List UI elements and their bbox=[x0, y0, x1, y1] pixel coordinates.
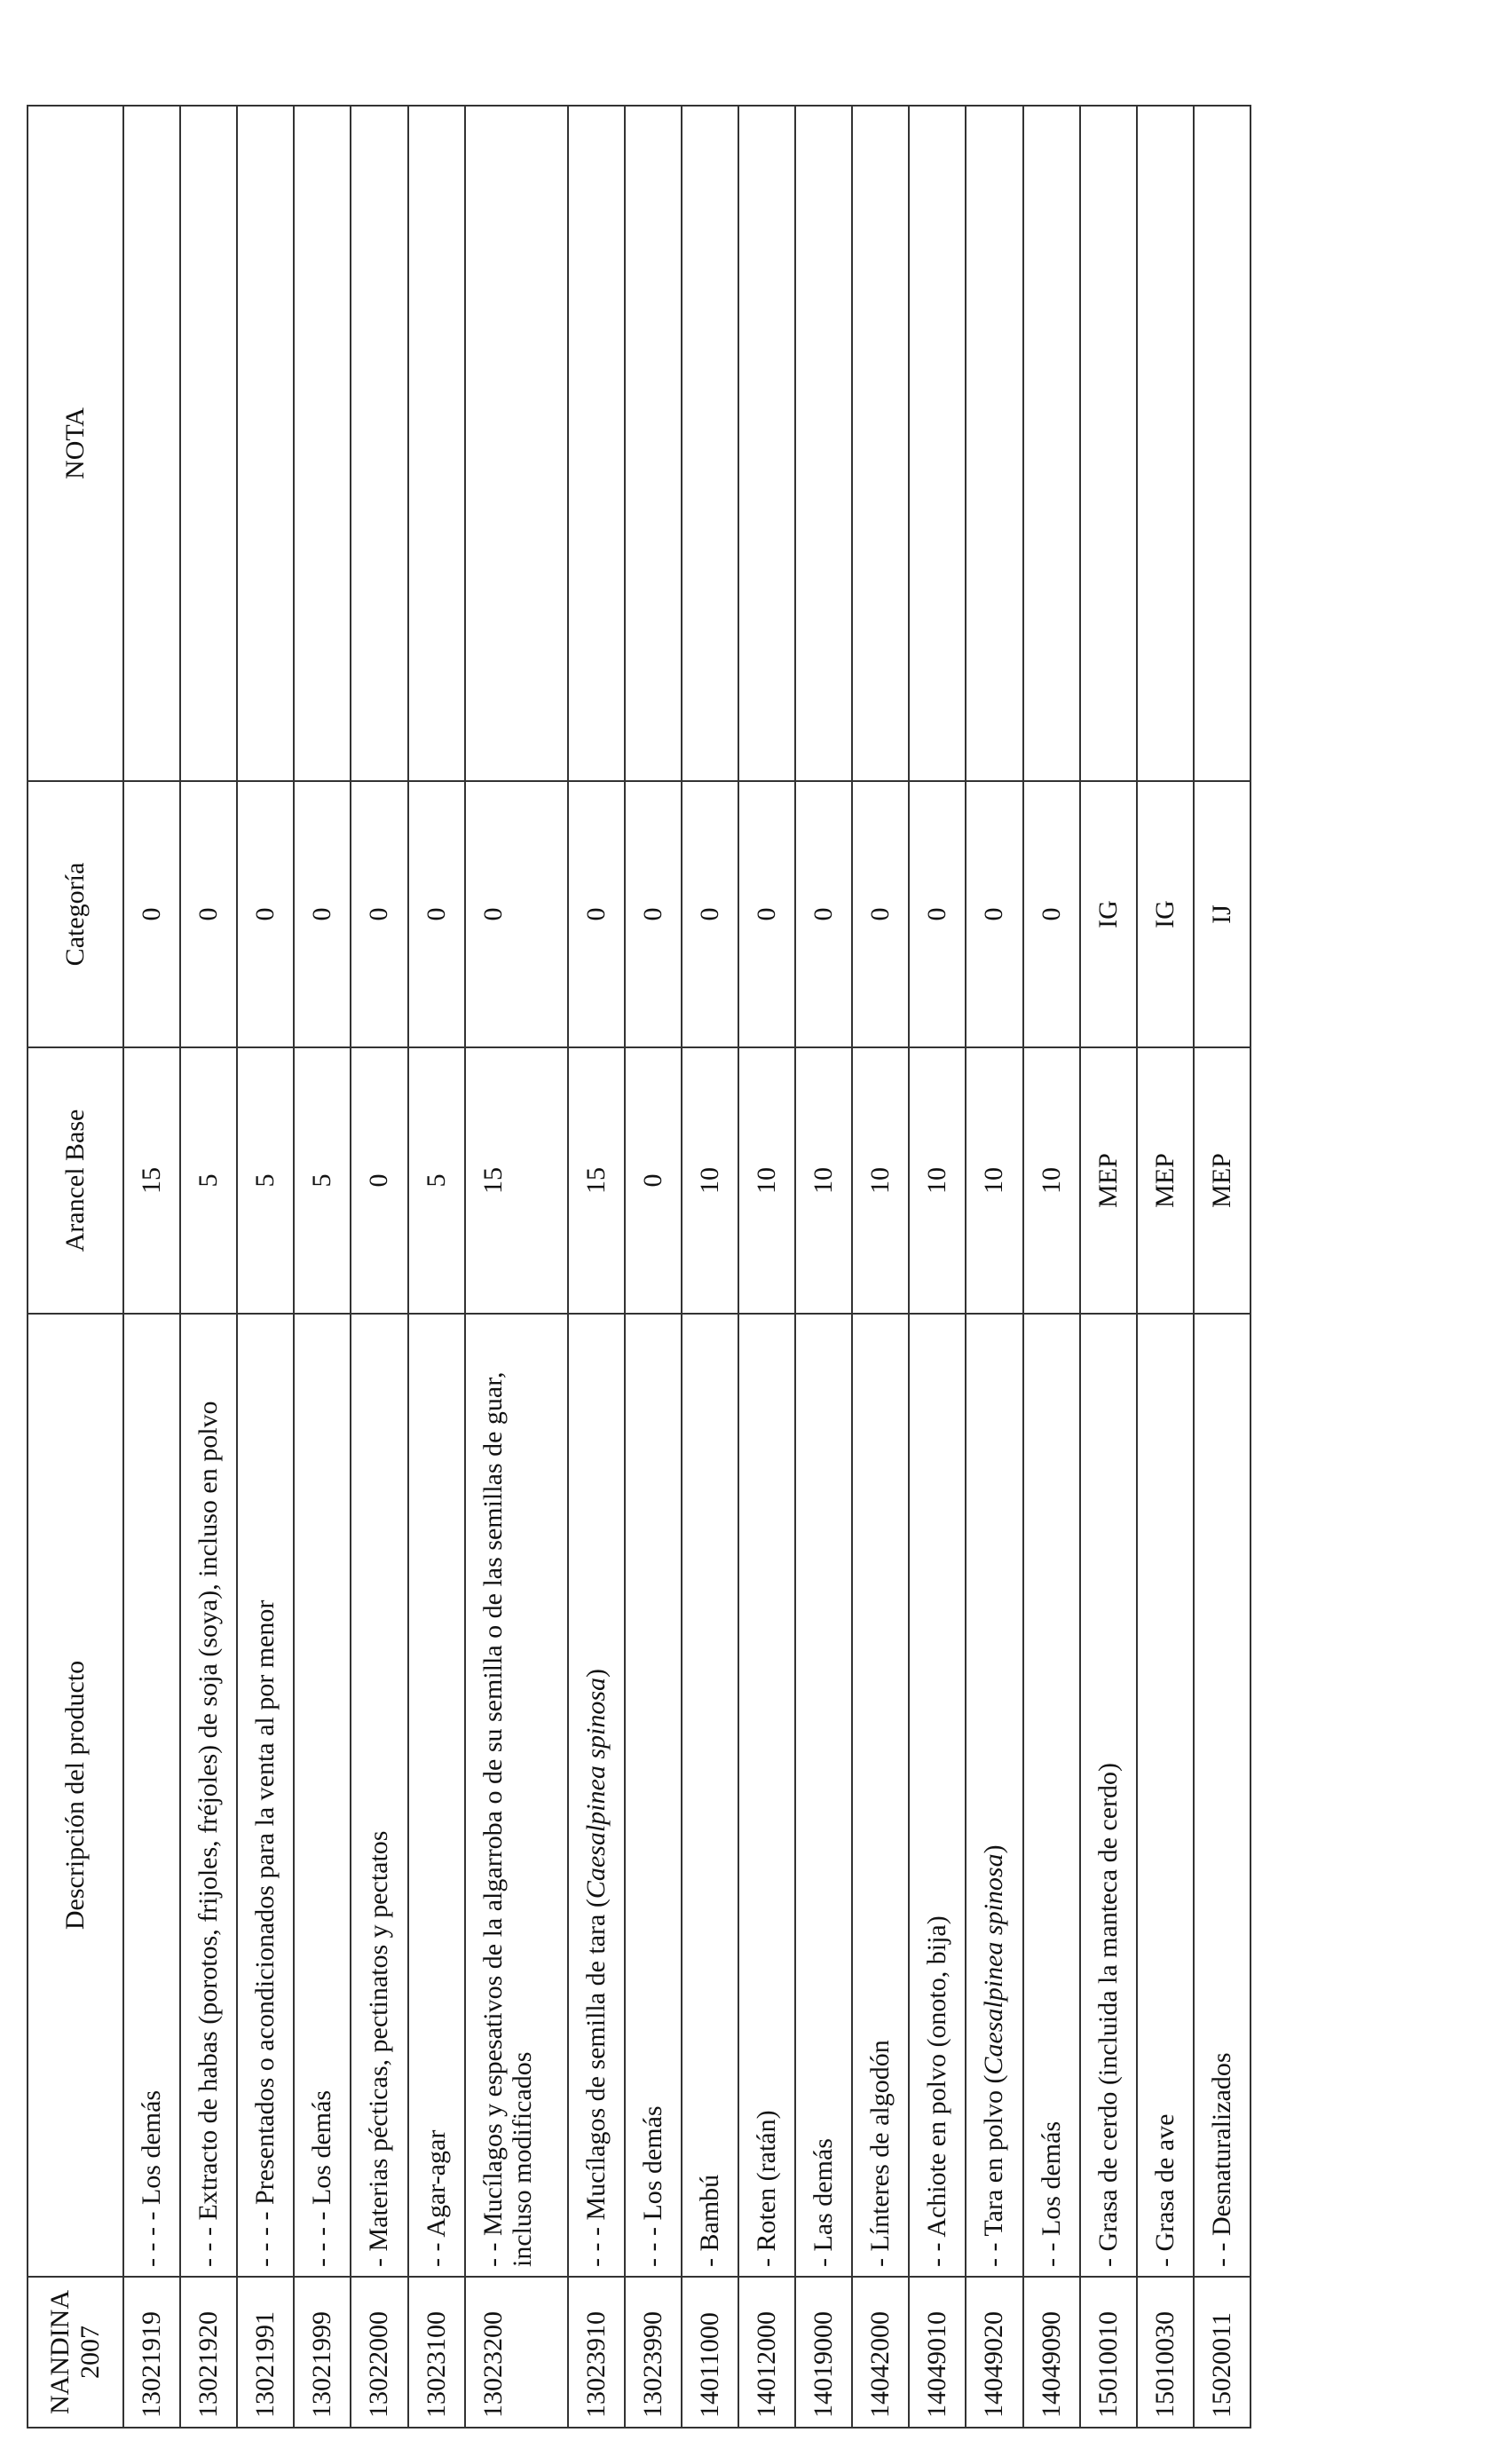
row-base: MEP bbox=[1194, 1047, 1250, 1314]
header-category: Categoría bbox=[28, 781, 123, 1047]
row-description bbox=[568, 1314, 625, 2277]
row-description-close: ) bbox=[580, 1668, 611, 1678]
row-description: - - Los demás bbox=[1023, 1314, 1080, 2277]
row-note bbox=[1137, 106, 1194, 781]
row-code: 13023990 bbox=[625, 2277, 682, 2428]
row-code: 14019000 bbox=[795, 2277, 852, 2428]
table-row bbox=[568, 106, 625, 2428]
row-code: 13023910 bbox=[568, 2277, 625, 2428]
tariff-table bbox=[27, 105, 1251, 2428]
row-note bbox=[852, 106, 909, 781]
row-code: 15010030 bbox=[1137, 2277, 1194, 2428]
row-note bbox=[568, 106, 625, 781]
table-row bbox=[237, 106, 294, 2428]
row-category: IG bbox=[1080, 781, 1137, 1047]
row-category: 0 bbox=[909, 781, 966, 1047]
row-base: 10 bbox=[909, 1047, 966, 1314]
row-category: 0 bbox=[123, 781, 180, 1047]
table-row bbox=[966, 106, 1022, 2428]
row-note bbox=[123, 106, 180, 781]
table-row bbox=[1194, 106, 1250, 2428]
row-category: IG bbox=[1137, 781, 1194, 1047]
row-base: 10 bbox=[682, 1047, 738, 1314]
row-note bbox=[909, 106, 966, 781]
row-category: 0 bbox=[795, 781, 852, 1047]
row-code: 13023100 bbox=[408, 2277, 465, 2428]
row-base: 0 bbox=[625, 1047, 682, 1314]
row-base: 15 bbox=[123, 1047, 180, 1314]
row-base: 10 bbox=[738, 1047, 795, 1314]
row-description: - Las demás bbox=[795, 1314, 852, 2277]
row-description: - - Achiote en polvo (onoto, bija) bbox=[909, 1314, 966, 2277]
header-description: Descripción del producto bbox=[28, 1314, 123, 2277]
row-description: - - Desnaturalizados bbox=[1194, 1314, 1250, 2277]
row-note bbox=[408, 106, 465, 781]
row-code: 14049020 bbox=[966, 2277, 1022, 2428]
table-row bbox=[738, 106, 795, 2428]
row-category: 0 bbox=[625, 781, 682, 1047]
table-row bbox=[408, 106, 465, 2428]
row-note bbox=[294, 106, 351, 781]
row-description bbox=[966, 1314, 1022, 2277]
row-base: 10 bbox=[795, 1047, 852, 1314]
table-row bbox=[294, 106, 351, 2428]
row-description: - Grasa de ave bbox=[1137, 1314, 1194, 2277]
rotated-page bbox=[27, 107, 1251, 2428]
row-description: - - - - Los demás bbox=[294, 1314, 351, 2277]
row-description: - - Agar-agar bbox=[408, 1314, 465, 2277]
row-note bbox=[966, 106, 1022, 781]
row-code: 13022000 bbox=[351, 2277, 407, 2428]
row-base: 5 bbox=[294, 1047, 351, 1314]
table-row bbox=[852, 106, 909, 2428]
row-note bbox=[1080, 106, 1137, 781]
row-category: IJ bbox=[1194, 781, 1250, 1047]
table-row bbox=[682, 106, 738, 2428]
row-code: 13023200 bbox=[465, 2277, 568, 2428]
header-code-line1: NANDINA bbox=[45, 2290, 75, 2414]
row-code: 14049010 bbox=[909, 2277, 966, 2428]
table-row bbox=[1080, 106, 1137, 2428]
table-row bbox=[625, 106, 682, 2428]
row-category: 0 bbox=[294, 781, 351, 1047]
row-category: 0 bbox=[180, 781, 237, 1047]
row-code: 13021999 bbox=[294, 2277, 351, 2428]
row-category: 0 bbox=[682, 781, 738, 1047]
row-code: 15020011 bbox=[1194, 2277, 1250, 2428]
row-code: 14011000 bbox=[682, 2277, 738, 2428]
row-base: MEP bbox=[1080, 1047, 1137, 1314]
table-row bbox=[1023, 106, 1080, 2428]
row-description: - - - - Presentados o acondicionados para la venta al por menor bbox=[237, 1314, 294, 2277]
row-note bbox=[465, 106, 568, 781]
row-note bbox=[237, 106, 294, 781]
row-category: 0 bbox=[408, 781, 465, 1047]
row-note bbox=[180, 106, 237, 781]
header-code-line2: 2007 bbox=[75, 2326, 105, 2379]
row-note bbox=[351, 106, 407, 781]
table-row bbox=[351, 106, 407, 2428]
header-base: Arancel Base bbox=[28, 1047, 123, 1314]
row-description: - - - - Los demás bbox=[123, 1314, 180, 2277]
table-row bbox=[180, 106, 237, 2428]
row-category: 0 bbox=[1023, 781, 1080, 1047]
row-code: 15010010 bbox=[1080, 2277, 1137, 2428]
row-code: 14049090 bbox=[1023, 2277, 1080, 2428]
row-description: - Grasa de cerdo (incluida la manteca de cerdo) bbox=[1080, 1314, 1137, 2277]
header-code bbox=[28, 2277, 123, 2428]
row-note bbox=[795, 106, 852, 781]
row-base: 5 bbox=[180, 1047, 237, 1314]
row-description-species: Caesalpinea spinosa bbox=[580, 1677, 611, 1899]
row-description: - - - Los demás bbox=[625, 1314, 682, 2277]
row-note bbox=[1023, 106, 1080, 781]
row-category: 0 bbox=[852, 781, 909, 1047]
row-code: 13021919 bbox=[123, 2277, 180, 2428]
table-row bbox=[1137, 106, 1194, 2428]
row-base: 15 bbox=[568, 1047, 625, 1314]
row-category: 0 bbox=[237, 781, 294, 1047]
row-description: - - - Extracto de habas (porotos, frijoles, fréjoles) de soja (soya), incluso en polvo bbox=[180, 1314, 237, 2277]
row-code: 13021920 bbox=[180, 2277, 237, 2428]
table-row bbox=[465, 106, 568, 2428]
header-note: NOTA bbox=[28, 106, 123, 781]
row-note bbox=[625, 106, 682, 781]
table-row bbox=[123, 106, 180, 2428]
row-description-text: - - - Mucílagos de semilla de tara ( bbox=[580, 1899, 611, 2267]
row-base: 5 bbox=[408, 1047, 465, 1314]
row-description: - Roten (ratán) bbox=[738, 1314, 795, 2277]
row-code: 14042000 bbox=[852, 2277, 909, 2428]
row-description-text: - - Tara en polvo ( bbox=[979, 2074, 1009, 2267]
row-code: 14012000 bbox=[738, 2277, 795, 2428]
row-category: 0 bbox=[738, 781, 795, 1047]
row-base: 10 bbox=[1023, 1047, 1080, 1314]
header-row bbox=[28, 106, 123, 2428]
row-note bbox=[682, 106, 738, 781]
row-description: - - Mucílagos y espesativos de la algarroba o de su semilla o de las semillas de guar, incluso modificados bbox=[465, 1314, 568, 2277]
row-note bbox=[1194, 106, 1250, 781]
table-row bbox=[909, 106, 966, 2428]
row-description-species: Caesalpinea spinosa bbox=[979, 1853, 1009, 2075]
row-description-close: ) bbox=[979, 1844, 1009, 1854]
row-description: - Materias pécticas, pectinatos y pectatos bbox=[351, 1314, 407, 2277]
row-base: 10 bbox=[852, 1047, 909, 1314]
row-base: 15 bbox=[465, 1047, 568, 1314]
row-category: 0 bbox=[465, 781, 568, 1047]
row-description: - Línteres de algodón bbox=[852, 1314, 909, 2277]
row-category: 0 bbox=[351, 781, 407, 1047]
row-base: 5 bbox=[237, 1047, 294, 1314]
row-base: 10 bbox=[966, 1047, 1022, 1314]
row-code: 13021991 bbox=[237, 2277, 294, 2428]
row-note bbox=[738, 106, 795, 781]
row-category: 0 bbox=[568, 781, 625, 1047]
row-category: 0 bbox=[966, 781, 1022, 1047]
row-base: MEP bbox=[1137, 1047, 1194, 1314]
row-base: 0 bbox=[351, 1047, 407, 1314]
row-description: - Bambú bbox=[682, 1314, 738, 2277]
table-row bbox=[795, 106, 852, 2428]
